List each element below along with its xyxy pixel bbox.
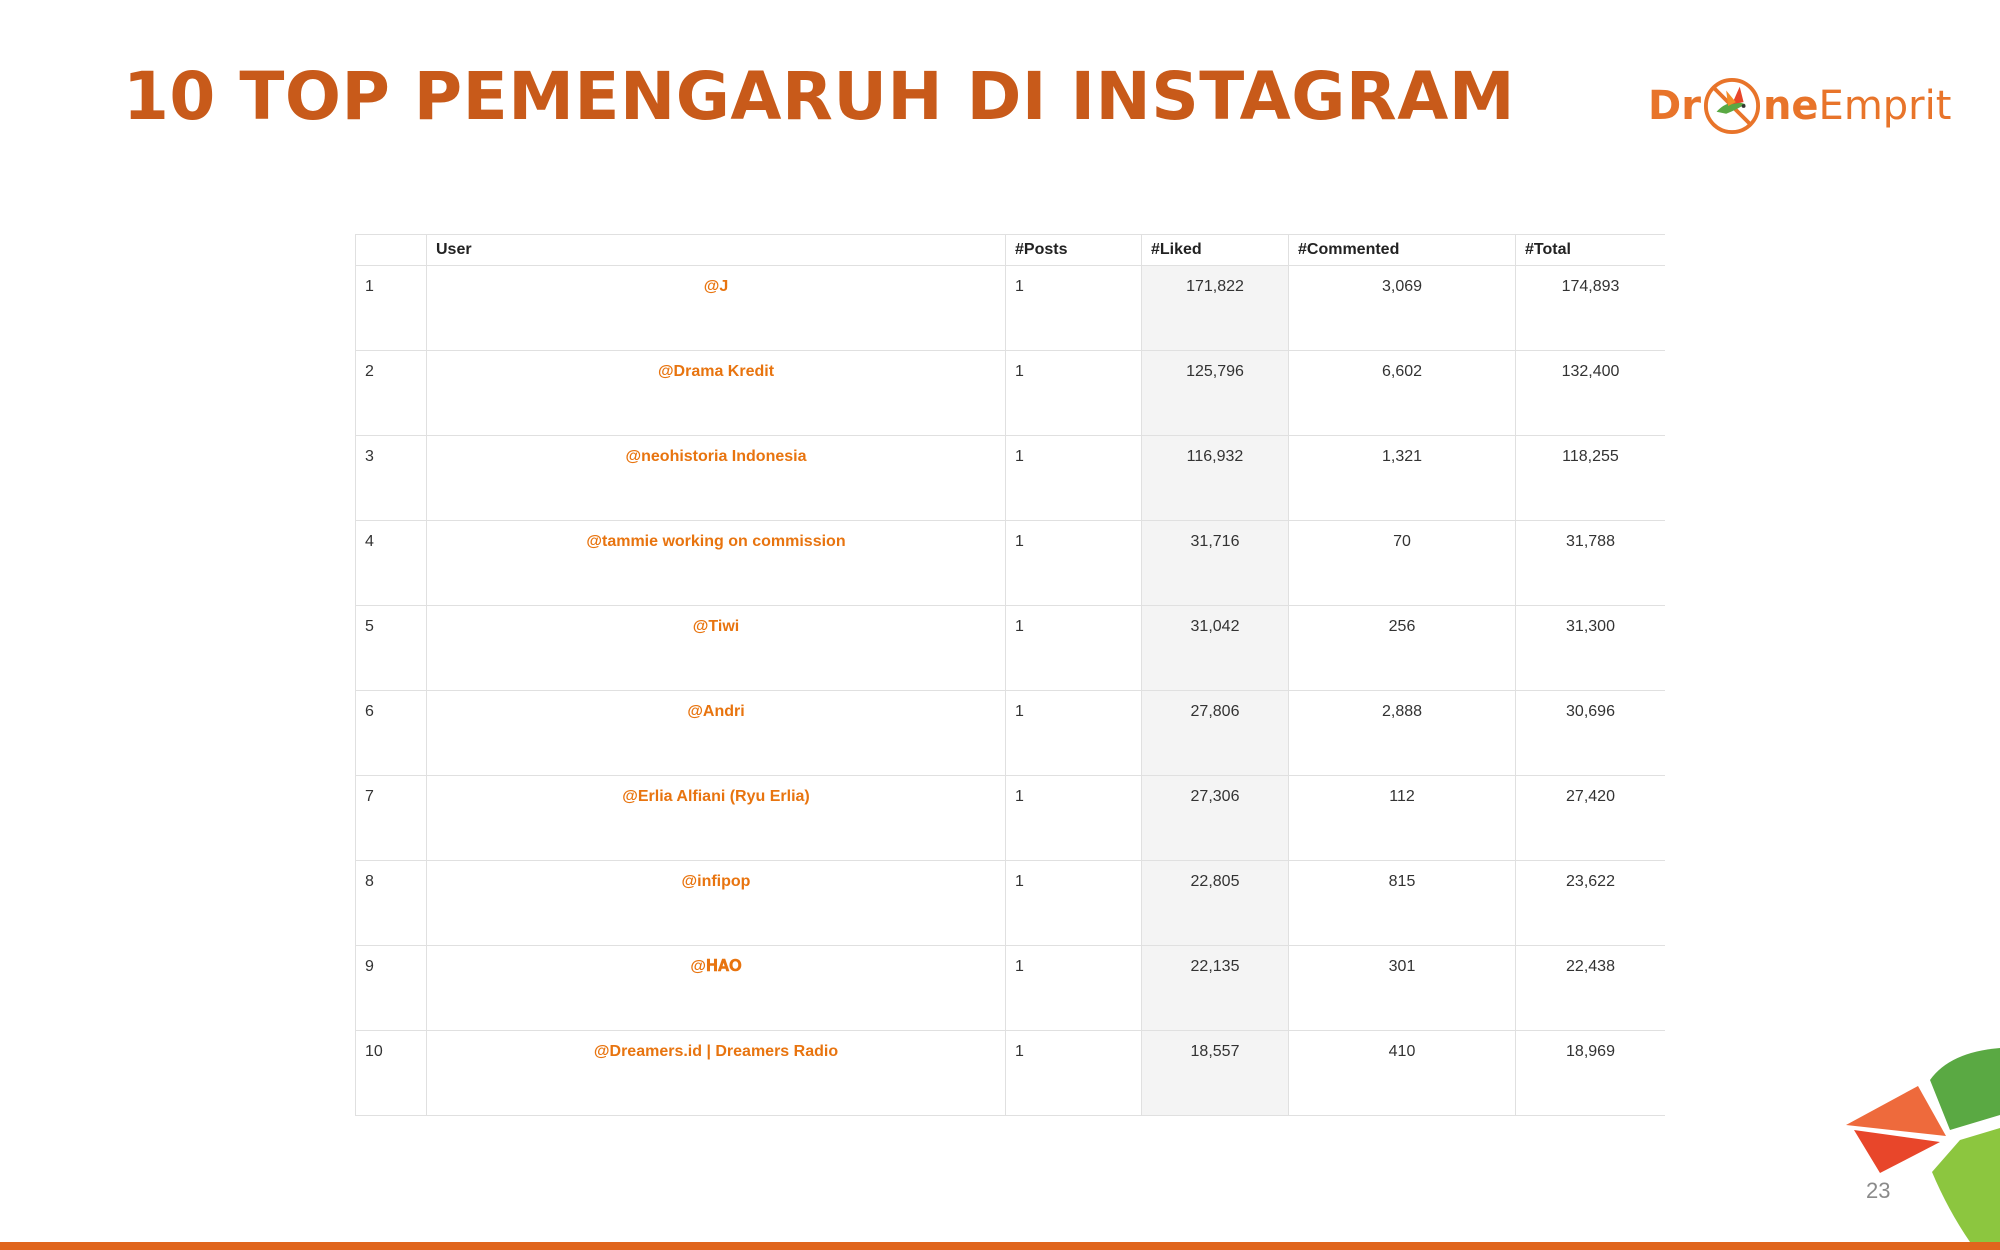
- user-link[interactable]: @Erlia Alfiani (Ryu Erlia): [427, 776, 1006, 861]
- page-number: 23: [1866, 1178, 1891, 1203]
- user-link[interactable]: @Dreamers.id | Dreamers Radio: [427, 1031, 1006, 1116]
- commented-cell: 815: [1289, 861, 1516, 946]
- rank-cell: 1: [356, 266, 427, 351]
- table-header-row: [356, 235, 1666, 266]
- table-row: [356, 691, 1666, 776]
- slide-title: 10 TOP PEMENGARUH DI INSTAGRAM: [123, 58, 1516, 135]
- commented-cell: 410: [1289, 1031, 1516, 1116]
- total-cell: 31,300: [1516, 606, 1666, 691]
- commented-cell: 6,602: [1289, 351, 1516, 436]
- rank-cell: 3: [356, 436, 427, 521]
- table-row: [356, 946, 1666, 1031]
- liked-cell: 18,557: [1142, 1031, 1289, 1116]
- liked-cell: 27,806: [1142, 691, 1289, 776]
- liked-cell: 171,822: [1142, 266, 1289, 351]
- bird-icon: [1703, 77, 1761, 135]
- header-liked[interactable]: #Liked: [1142, 235, 1289, 266]
- rank-cell: 7: [356, 776, 427, 861]
- rank-cell: 8: [356, 861, 427, 946]
- user-link[interactable]: @Tiwi: [427, 606, 1006, 691]
- posts-cell: 1: [1006, 266, 1142, 351]
- user-link[interactable]: @tammie working on commission: [427, 521, 1006, 606]
- posts-cell: 1: [1006, 776, 1142, 861]
- liked-cell: 22,135: [1142, 946, 1289, 1031]
- user-link[interactable]: @Drama Kredit: [427, 351, 1006, 436]
- table-row: [356, 436, 1666, 521]
- total-cell: 18,969: [1516, 1031, 1666, 1116]
- header-posts[interactable]: #Posts: [1006, 235, 1142, 266]
- logo-text-part3: Emprit: [1818, 83, 1952, 129]
- total-cell: 23,622: [1516, 861, 1666, 946]
- logo-text-part2: ne: [1762, 83, 1819, 129]
- rank-cell: 6: [356, 691, 427, 776]
- table-row: [356, 521, 1666, 606]
- user-link[interactable]: @J: [427, 266, 1006, 351]
- commented-cell: 112: [1289, 776, 1516, 861]
- commented-cell: 301: [1289, 946, 1516, 1031]
- total-cell: 118,255: [1516, 436, 1666, 521]
- header-commented[interactable]: #Commented: [1289, 235, 1516, 266]
- rank-cell: 4: [356, 521, 427, 606]
- rank-cell: 2: [356, 351, 427, 436]
- total-cell: 27,420: [1516, 776, 1666, 861]
- drone-emprit-logo: [1648, 70, 1951, 142]
- posts-cell: 1: [1006, 436, 1142, 521]
- rank-cell: 9: [356, 946, 427, 1031]
- posts-cell: 1: [1006, 946, 1142, 1031]
- header-user[interactable]: User: [427, 235, 1006, 266]
- user-link[interactable]: @neohistoria Indonesia: [427, 436, 1006, 521]
- total-cell: 174,893: [1516, 266, 1666, 351]
- liked-cell: 22,805: [1142, 861, 1289, 946]
- user-link[interactable]: @Andri: [427, 691, 1006, 776]
- logo-text-part1: Dr: [1648, 83, 1701, 129]
- total-cell: 132,400: [1516, 351, 1666, 436]
- liked-cell: 31,716: [1142, 521, 1289, 606]
- influencer-table-container: [355, 234, 1665, 1127]
- table-row: [356, 1031, 1666, 1116]
- user-link[interactable]: @infipop: [427, 861, 1006, 946]
- total-cell: 22,438: [1516, 946, 1666, 1031]
- commented-cell: 2,888: [1289, 691, 1516, 776]
- commented-cell: 3,069: [1289, 266, 1516, 351]
- commented-cell: 1,321: [1289, 436, 1516, 521]
- liked-cell: 27,306: [1142, 776, 1289, 861]
- header-rank: [356, 235, 427, 266]
- commented-cell: 70: [1289, 521, 1516, 606]
- corner-leaf-decoration: [1820, 1040, 2000, 1242]
- posts-cell: 1: [1006, 1031, 1142, 1116]
- posts-cell: 1: [1006, 351, 1142, 436]
- bottom-accent-bar: [0, 1242, 2000, 1250]
- posts-cell: 1: [1006, 606, 1142, 691]
- table-row: [356, 266, 1666, 351]
- table-row: [356, 861, 1666, 946]
- header-total[interactable]: #Total: [1516, 235, 1666, 266]
- posts-cell: 1: [1006, 521, 1142, 606]
- table-row: [356, 606, 1666, 691]
- user-link[interactable]: @𝐇𝐀𝐎: [427, 946, 1006, 1031]
- liked-cell: 125,796: [1142, 351, 1289, 436]
- commented-cell: 256: [1289, 606, 1516, 691]
- influencer-table: [355, 235, 1665, 1116]
- liked-cell: 116,932: [1142, 436, 1289, 521]
- posts-cell: 1: [1006, 691, 1142, 776]
- table-row: [356, 351, 1666, 436]
- total-cell: 31,788: [1516, 521, 1666, 606]
- rank-cell: 5: [356, 606, 427, 691]
- total-cell: 30,696: [1516, 691, 1666, 776]
- posts-cell: 1: [1006, 861, 1142, 946]
- table-row: [356, 776, 1666, 861]
- rank-cell: 10: [356, 1031, 427, 1116]
- liked-cell: 31,042: [1142, 606, 1289, 691]
